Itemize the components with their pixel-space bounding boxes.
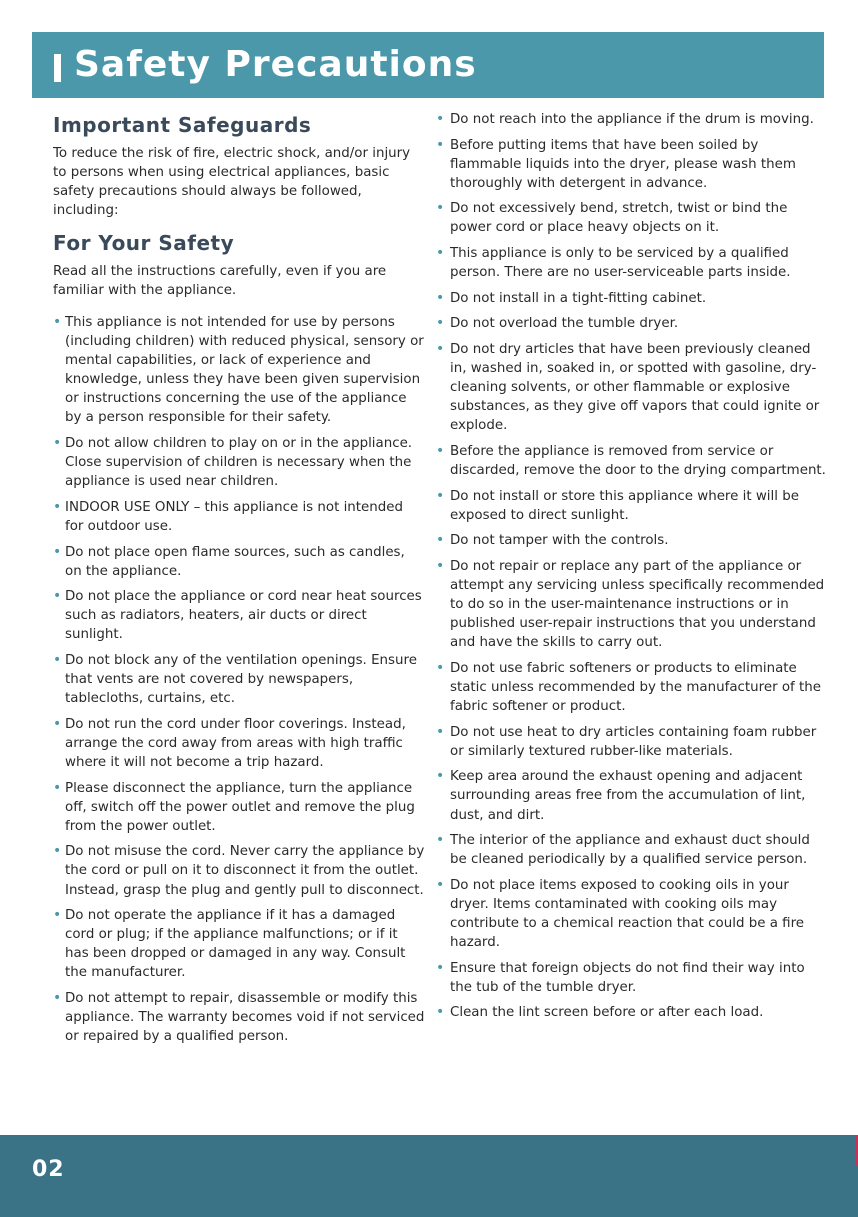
- bullet-icon: •: [436, 245, 445, 262]
- list-item: [436, 1003, 826, 1022]
- list-item: [436, 767, 826, 824]
- list-item-text: Do not reach into the appliance if the drum is moving.: [450, 112, 814, 127]
- bullet-icon: •: [53, 435, 62, 452]
- list-item-text: The interior of the appliance and exhaust duct should be cleaned periodically by a qualified service person.: [450, 833, 810, 868]
- bullet-icon: •: [436, 532, 445, 549]
- title-marker: [54, 54, 61, 82]
- list-item-text: Do not dry articles that have been previously cleaned in, washed in, soaked in, or spotted with gasoline, dry-cleaning solvents, or other flammable or explosive substances, as they give off vapors that could ignite or explode.: [450, 341, 820, 434]
- bullet-icon: •: [436, 876, 445, 893]
- list-item: [53, 989, 425, 1046]
- safeguards-intro: To reduce the risk of fire, electric shock, and/or injury to persons when using electrical appliances, basic safety precautions should always be followed, including:: [53, 146, 411, 218]
- section-heading-safeguards: Important Safeguards: [53, 113, 312, 137]
- list-item-text: Do not place items exposed to cooking oils in your dryer. Items contaminated with cooking oils may contribute to a chemical reaction that could be a fire hazard.: [450, 877, 805, 951]
- list-item: [53, 906, 425, 982]
- list-item: [436, 723, 826, 761]
- bullet-icon: •: [436, 768, 445, 785]
- list-item: [436, 199, 826, 237]
- bullet-icon: •: [436, 136, 445, 153]
- bullet-icon: •: [436, 442, 445, 459]
- bullet-icon: •: [436, 557, 445, 574]
- list-item: [436, 314, 826, 333]
- list-item: [53, 434, 425, 491]
- list-item-text: Please disconnect the appliance, turn the appliance off, switch off the power outlet and remove the plug from the power outlet.: [65, 780, 415, 834]
- bullet-icon: •: [436, 200, 445, 217]
- bullet-icon: •: [436, 1004, 445, 1021]
- list-item: [436, 136, 826, 193]
- list-item-text: Do not attempt to repair, disassemble or modify this appliance. The warranty becomes void if not serviced or repaired by a qualified person.: [65, 991, 425, 1045]
- list-item: [436, 531, 826, 550]
- list-item: [436, 340, 826, 435]
- list-item: [436, 876, 826, 952]
- bullet-icon: •: [53, 588, 62, 605]
- list-item: [53, 842, 425, 899]
- list-item-text: Do not use fabric softeners or products to eliminate static unless recommended by the manufacturer of the fabric softener or product.: [450, 660, 821, 715]
- bullet-icon: •: [436, 723, 445, 740]
- bullet-icon: •: [53, 715, 62, 732]
- page-number: 02: [32, 1157, 65, 1182]
- list-item: [53, 779, 425, 836]
- list-item-text: Do not run the cord under floor coverings. Instead, arrange the cord away from areas with high traffic where it will not become a trip hazard.: [65, 716, 406, 770]
- list-item-text: Before putting items that have been soiled by flammable liquids into the dryer, please wash them thoroughly with detergent in advance.: [450, 137, 796, 191]
- bullet-icon: •: [436, 487, 445, 504]
- bullet-icon: •: [53, 990, 62, 1006]
- list-item-text: Keep area around the exhaust opening and adjacent surrounding areas free from the accumulation of lint, dust, and dirt.: [450, 769, 806, 823]
- page-title: Safety Precautions: [74, 44, 477, 85]
- list-item-text: Do not place the appliance or cord near heat sources such as radiators, heaters, air ducts or direct sunlight.: [65, 589, 422, 643]
- list-item-text: Do not allow children to play on or in the appliance. Close supervision of children is necessary when the appliance is used near children.: [65, 436, 413, 490]
- header-banner: [32, 32, 824, 98]
- bullet-icon: •: [436, 315, 445, 332]
- bullet-icon: •: [53, 652, 62, 668]
- list-item-text: Do not tamper with the controls.: [450, 533, 669, 549]
- list-item-text: This appliance is not intended for use by persons (including children) with reduced physical, sensory or mental capabilities, or lack of experience and knowledge, unless they have been given supervision or instructions concerning the use of the appliance by a person responsible for their safety.: [65, 315, 424, 426]
- bullet-icon: •: [53, 779, 62, 796]
- list-item: [436, 442, 826, 480]
- list-item: [436, 557, 826, 652]
- list-item: [436, 487, 826, 525]
- list-item: [436, 289, 826, 308]
- list-item: [436, 959, 826, 997]
- bullet-icon: •: [53, 314, 62, 330]
- list-item-text: Do not repair or replace any part of the appliance or attempt any servicing unless specifically recommended to do so in the user-maintenance instructions or in published user-repair instructions that you understand and have the skills to carry out.: [450, 558, 825, 651]
- bullet-icon: •: [436, 111, 445, 127]
- list-item-text: Do not excessively bend, stretch, twist or bind the power cord or place heavy objects on it.: [450, 201, 788, 236]
- bullet-icon: •: [53, 843, 62, 860]
- footer-bar: [0, 1135, 858, 1217]
- bullet-icon: •: [436, 659, 445, 676]
- list-item-text: Do not block any of the ventilation openings. Ensure that vents are not covered by newspapers, tablecloths, curtains, etc.: [65, 653, 417, 707]
- list-item-text: Do not place open flame sources, such as candles, on the appliance.: [65, 544, 405, 579]
- section-heading-safety: For Your Safety: [53, 231, 235, 255]
- left-bullet-list: [53, 313, 425, 1046]
- list-item: [53, 651, 425, 708]
- list-item-text: INDOOR USE ONLY – this appliance is not intended for outdoor use.: [65, 499, 404, 534]
- list-item: [53, 587, 425, 644]
- left-column: [53, 110, 425, 1053]
- list-item: [53, 543, 425, 581]
- bullet-icon: •: [436, 289, 445, 306]
- list-item-text: Do not install or store this appliance where it will be exposed to direct sunlight.: [450, 488, 799, 523]
- bullet-icon: •: [436, 340, 445, 357]
- bullet-icon: •: [53, 907, 62, 924]
- list-item: [436, 110, 826, 129]
- list-item-text: This appliance is only to be serviced by a qualified person. There are no user-serviceable parts inside.: [450, 246, 791, 281]
- list-item-text: Do not use heat to dry articles containing foam rubber or similarly textured rubber-like materials.: [450, 724, 817, 759]
- safety-intro: Read all the instructions carefully, even if you are familiar with the appliance.: [53, 264, 387, 298]
- list-item-text: Do not install in a tight-fitting cabinet.: [450, 290, 707, 306]
- list-item: [53, 498, 425, 536]
- right-column: [436, 110, 826, 1029]
- list-item: [436, 244, 826, 282]
- list-item-text: Do not overload the tumble dryer.: [450, 316, 679, 332]
- bullet-icon: •: [53, 498, 62, 515]
- list-item-text: Do not misuse the cord. Never carry the appliance by the cord or pull on it to disconnect it from the outlet. Instead, grasp the plug and gently pull to disconnect.: [65, 844, 425, 898]
- list-item-text: Clean the lint screen before or after each load.: [450, 1005, 764, 1021]
- bullet-icon: •: [436, 959, 445, 976]
- bullet-icon: •: [436, 832, 445, 849]
- list-item-text: Ensure that foreign objects do not find their way into the tub of the tumble dryer.: [450, 960, 805, 995]
- list-item: [436, 659, 826, 716]
- list-item: [53, 313, 425, 428]
- list-item-text: Before the appliance is removed from service or discarded, remove the door to the drying compartment.: [450, 443, 826, 478]
- list-item-text: Do not operate the appliance if it has a damaged cord or plug; if the appliance malfunctions; or if it has been dropped or damaged in any way. Consult the manufacturer.: [65, 908, 406, 981]
- right-bullet-list: [436, 110, 826, 1022]
- bullet-icon: •: [53, 543, 62, 560]
- list-item: [53, 715, 425, 772]
- list-item: [436, 831, 826, 869]
